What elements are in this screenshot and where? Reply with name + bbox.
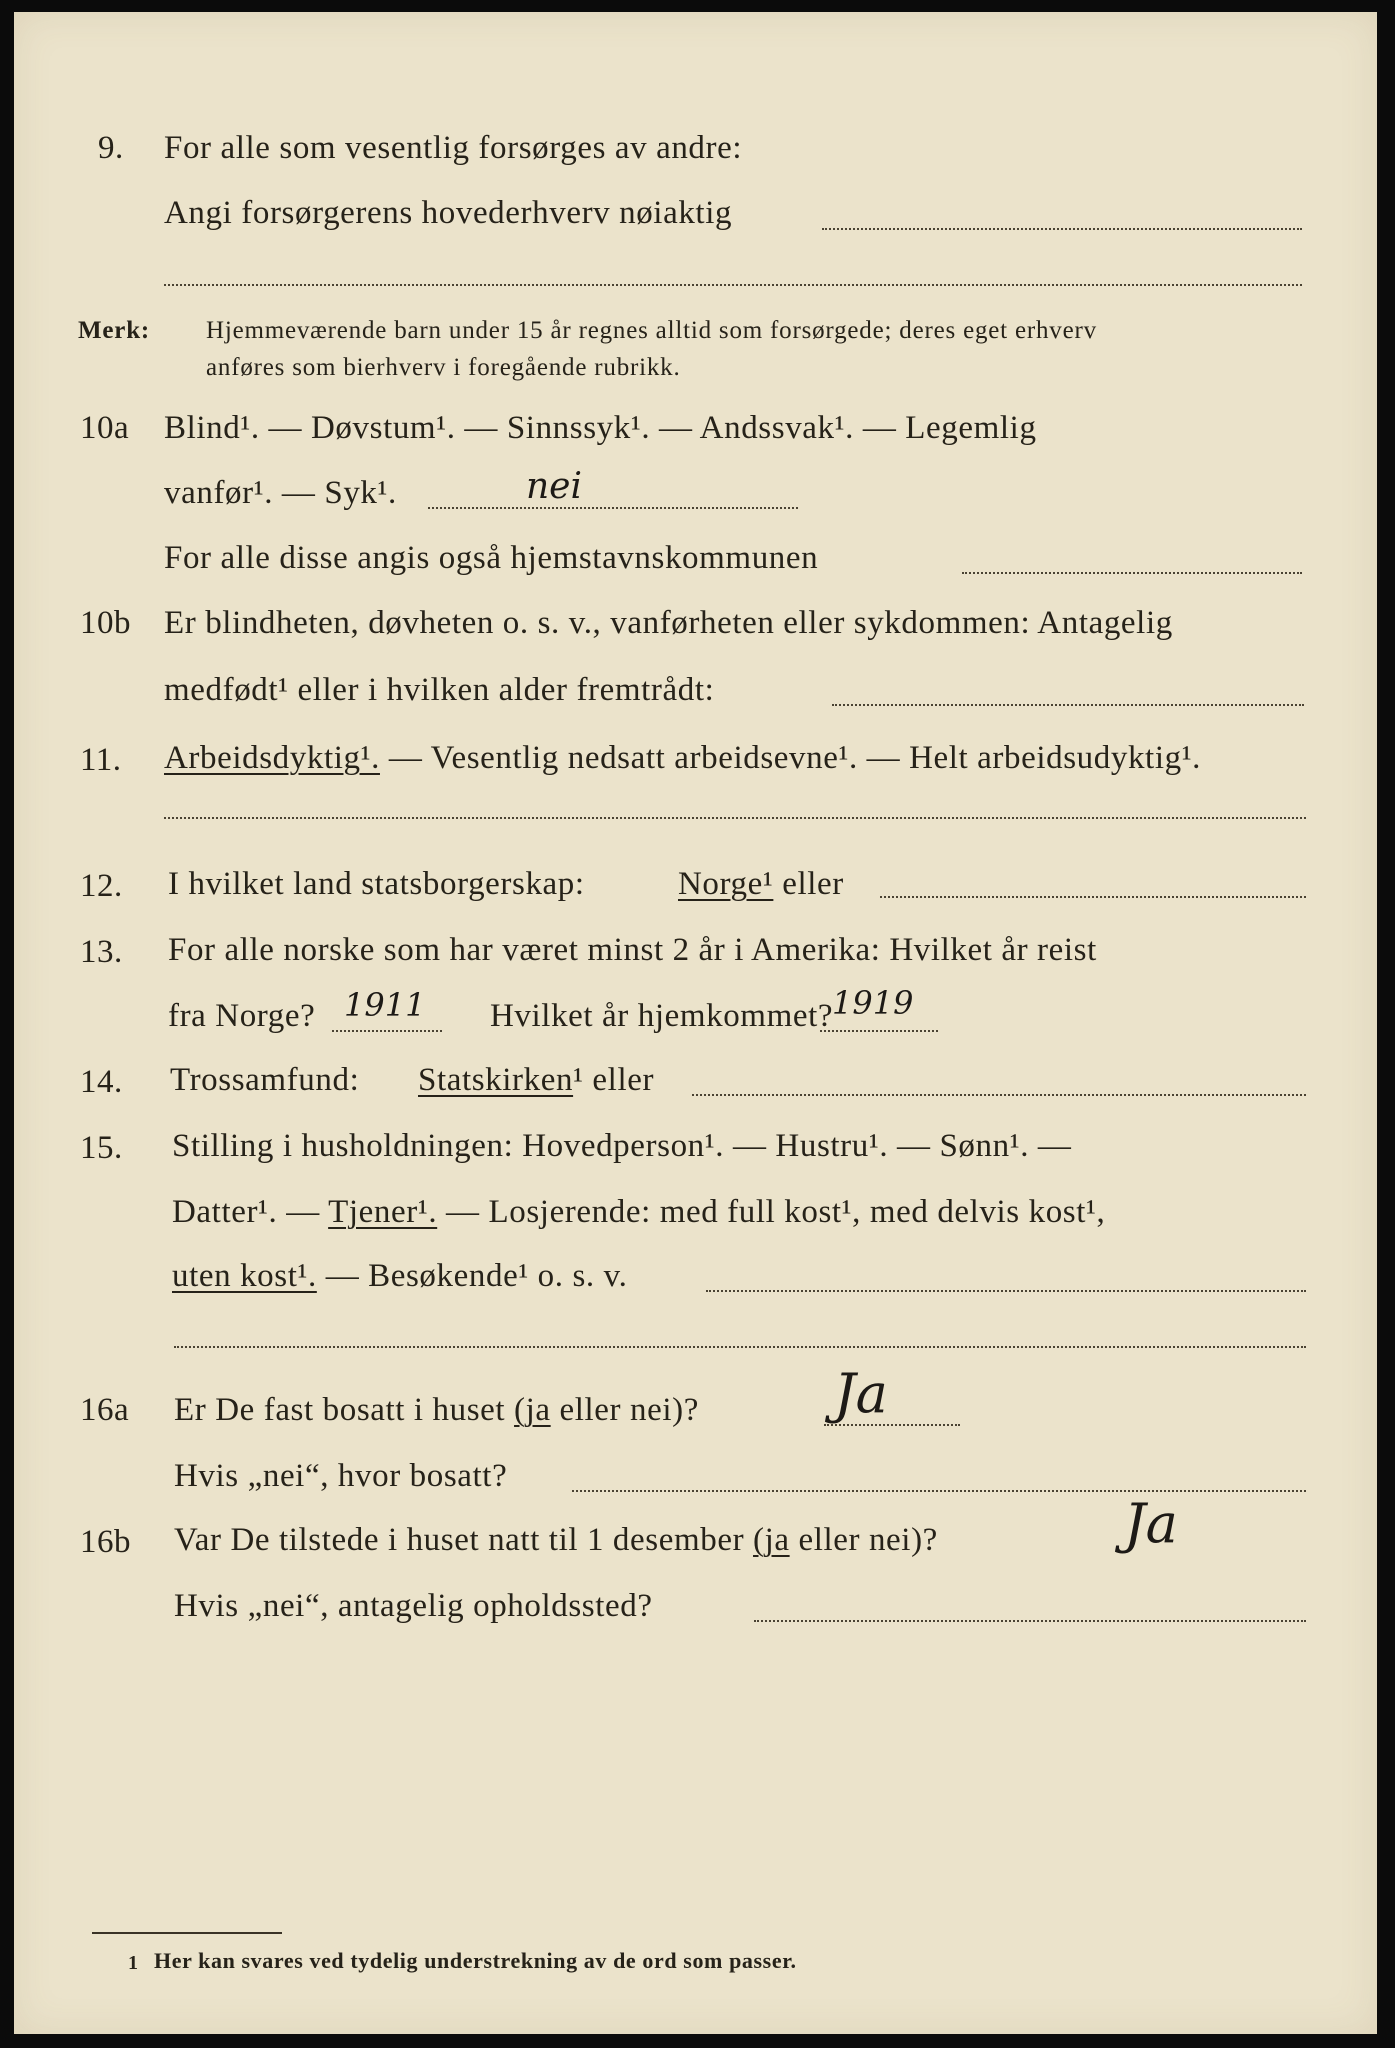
answer-line[interactable] [174, 1346, 1306, 1348]
question-number: 11. [80, 742, 122, 778]
question-number: 16a [80, 1392, 130, 1428]
question-text: Blind¹. — Døvstum¹. — Sinnssyk¹. — Andssvak¹. — Legemlig [164, 410, 1037, 446]
question-text [164, 740, 1201, 777]
question-text: For alle disse angis også hjemstavnskommunen [164, 540, 819, 576]
selected-option: (ja [753, 1522, 790, 1558]
question-text: Er blindheten, døvheten o. s. v., vanførheten eller sykdommen: Antagelig [164, 605, 1173, 641]
question-text: uten kost¹. — Besøkende¹ o. s. v. [172, 1258, 628, 1294]
handwritten-answer: 1919 [832, 984, 914, 1022]
question-text: vanfør¹. — Syk¹. [164, 475, 397, 511]
question-text: fra Norge? [168, 998, 316, 1034]
selected-option: Arbeidsdyktig¹. [164, 740, 380, 776]
answer-line[interactable] [692, 1094, 1306, 1096]
question-text: Stilling i husholdningen: Hovedperson¹. — Hustru¹. — Sønn¹. — [172, 1128, 1072, 1164]
selected-option: uten kost¹. [172, 1258, 317, 1294]
answer-line[interactable] [706, 1290, 1306, 1292]
question-number: 13. [80, 934, 123, 970]
question-number: 9. [98, 130, 124, 166]
answer-line[interactable] [880, 896, 1306, 898]
answer-line[interactable] [822, 228, 1302, 230]
question-text: Hvis „nei“, antagelig opholdssted? [174, 1588, 653, 1624]
selected-option: Norge¹ eller [678, 866, 844, 902]
question-text: Angi forsørgerens hovederhverv nøiaktig [164, 195, 733, 231]
answer-line[interactable] [832, 704, 1304, 706]
footnote-rule [92, 1932, 282, 1934]
footnote-text: Her kan svares ved tydelig understrekning av de ord som passer. [154, 1948, 797, 1973]
handwritten-answer: Ja [1124, 1492, 1178, 1555]
answer-line[interactable] [572, 1490, 1306, 1492]
question-text: Er De fast bosatt i huset (ja eller nei)? [174, 1392, 699, 1428]
answer-line[interactable] [164, 284, 1302, 286]
question-text: Var De tilstede i huset natt til 1 desember (ja eller nei)? [174, 1522, 938, 1558]
answer-line[interactable] [754, 1620, 1306, 1622]
answer-line[interactable] [332, 1030, 442, 1032]
note-label: Merk: [78, 317, 151, 344]
selected-option: Tjener¹. [328, 1194, 438, 1230]
question-text: Datter¹. — Tjener¹. — Losjerende: med full kost¹, med delvis kost¹, [172, 1194, 1106, 1230]
question-text: I hvilket land statsborgerskap: [168, 866, 585, 902]
footnote-mark: 1 [128, 1952, 139, 1974]
note-text: Hjemmeværende barn under 15 år regnes alltid som forsørgede; deres eget erhverv [206, 317, 1097, 344]
handwritten-answer: Ja [834, 1362, 888, 1425]
question-number: 14. [80, 1064, 123, 1100]
question-text: Hvilket år hjemkommet? [490, 998, 834, 1034]
question-number: 16b [80, 1524, 131, 1560]
question-number: 12. [80, 868, 123, 904]
selected-option: Statskirken¹ eller [418, 1062, 655, 1098]
selected-option: (ja [514, 1392, 551, 1428]
handwritten-answer: 1911 [344, 986, 426, 1024]
answer-line[interactable] [164, 817, 1306, 819]
question-text: For alle som vesentlig forsørges av andre: [164, 130, 743, 166]
census-form-page [14, 12, 1377, 2034]
answer-line[interactable] [820, 1030, 938, 1032]
question-number: 10a [80, 410, 130, 446]
question-number: 10b [80, 605, 131, 641]
note-text: anføres som bierhverv i foregående rubrikk. [206, 354, 681, 381]
question-text: For alle norske som har været minst 2 år i Amerika: Hvilket år reist [168, 932, 1097, 968]
answer-line[interactable] [962, 572, 1302, 574]
option-text: — Vesentlig nedsatt arbeidsevne¹. — Helt arbeidsudyktig¹. [379, 740, 1202, 776]
question-text: medfødt¹ eller i hvilken alder fremtrådt: [164, 672, 715, 708]
handwritten-answer: nei [526, 466, 583, 507]
answer-line[interactable] [428, 507, 798, 509]
question-text: Hvis „nei“, hvor bosatt? [174, 1458, 508, 1494]
question-text: Trossamfund: [170, 1062, 360, 1098]
question-number: 15. [80, 1130, 123, 1166]
